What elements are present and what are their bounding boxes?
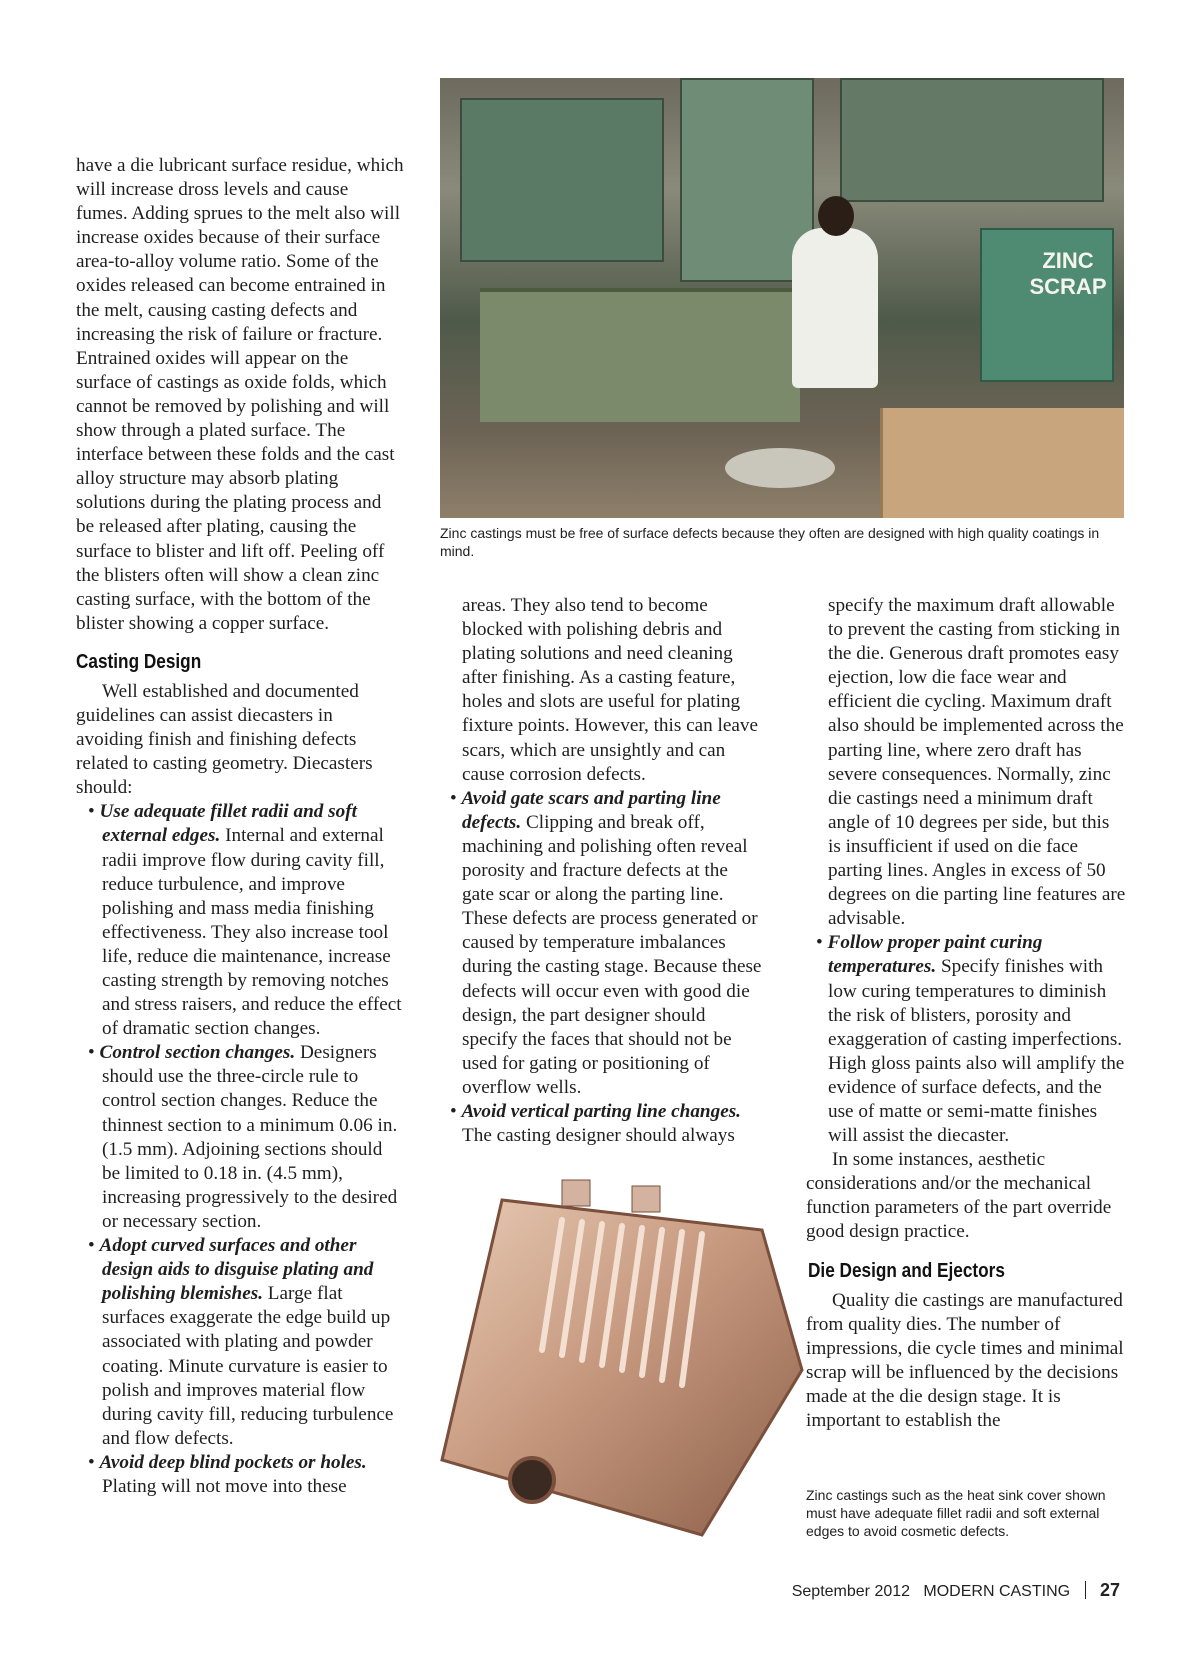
- machine-shape: [460, 98, 664, 262]
- page-footer: [792, 1580, 1120, 1601]
- cardboard-box: [880, 408, 1124, 518]
- paragraph: areas. They also tend to become blocked with polishing debris and plating solutions and need cleaning after finishing. As a casting feature, holes and slots are useful for plating fixture points. However, this can leave scars, which are unsightly and can cause corrosion defects.: [462, 595, 759, 785]
- paragraph: specify the maximum draft allowable to prevent the casting from sticking in the die. Generous draft promotes easy ejection, low die face wear and efficient die cycling. Maximum draft also should be implemented across the parting line, where zero draft has severe consequences. Normally, zinc die castings need a minimum draft angle of 10 degrees per side, but this is insufficient if used on die face parting lines. Angles in excess of 50 degrees on die parting line features are advisable.: [828, 595, 1126, 930]
- section-heading-casting-design: Casting Design: [76, 650, 202, 673]
- bullet-lead: Follow proper paint curing temperatures.: [827, 932, 1043, 978]
- column-3: [806, 594, 1126, 1433]
- stool: [725, 448, 835, 488]
- section-heading-die-design: Die Design and Ejectors: [808, 1259, 1005, 1282]
- bullet-text: Clipping and break off, machining and polishing often reveal porosity and fracture defects at the gate scar or along the parting line. These defects are process generated or caused by temperature imbalances during the casting stage. Because these defects will occur even with good die design, the part designer should specify the faces that should not be used for gating or positioning of overflow wells.: [462, 811, 762, 1098]
- magazine-name: MODERN CASTING: [923, 1583, 1071, 1600]
- bullet-lead: Adopt curved surfaces and other design aids to disguise plating and polishing blemishes.: [99, 1235, 374, 1305]
- page-number: 27: [1099, 1580, 1120, 1600]
- paragraph: have a die lubricant surface residue, which will increase dross levels and cause fumes. Adding sprues to the melt also will increase oxides because of their surface area-to-alloy volume ratio. Some of the oxides released can become entrained in the melt, causing casting defects and increasing the risk of failure or fracture. Entrained oxides will appear on the surface of castings as oxide folds, which cannot be removed by polishing and will show through a plated surface. The interface between these folds and the cast alloy structure may absorb plating solutions during the plating process and be released after plating, causing the surface to blister and lift off. Peeling off the blisters often will show a clean zinc casting surface, with the bottom of the blister showing a copper surface.: [76, 155, 404, 634]
- bullet-text: Internal and external radii improve flow during cavity fill, reduce turbulence, and improve polishing and mass media finishing effectiveness. They also increase tool life, reduce die maintenance, increase casting strength by removing notches and stress raisers, and reduce the effect of dramatic section changes.: [102, 825, 402, 1040]
- factory-photo: [440, 78, 1124, 518]
- bullet-lead: Avoid vertical parting line changes.: [461, 1100, 741, 1122]
- bullet-lead: Avoid gate scars and parting line defects.: [461, 787, 721, 833]
- machine-shape: [840, 78, 1104, 202]
- bullet-item: • Avoid vertical parting line changes. The casting designer should always: [450, 1100, 741, 1147]
- bullet-item: • Control section changes. Designers should use the three-circle rule to control section changes. Reduce the thinnest section to a minimum 0.06 in. (1.5 mm). Adjoining sections should be limited to 0.18 in. (4.5 mm), increasing progressively to the desired or necessary section.: [88, 1042, 398, 1232]
- bullet-item: • Avoid deep blind pockets or holes. Plating will not move into these: [88, 1451, 367, 1497]
- bullet-text: Large flat surfaces exaggerate the edge build up associated with plating and powder coating. Minute curvature is easier to polish and improves material flow during cavity fill, reducing turbulence and flow defects.: [102, 1283, 394, 1449]
- footer-divider: [1085, 1581, 1086, 1599]
- bullet-item: • Adopt curved surfaces and other design aids to disguise plating and polishing blemishes. Large flat surfaces exaggerate the edge build up associated with plating and powder coating. Minute curvature is easier to polish and improves material flow during cavity fill, reducing turbulence and flow defects.: [88, 1235, 394, 1449]
- issue-date: September 2012: [791, 1583, 911, 1600]
- bullet-lead: Control section changes.: [99, 1042, 296, 1064]
- worker-figure: [792, 228, 878, 388]
- heat-sink-cover-photo: [432, 1160, 812, 1540]
- bullet-text: Specify finishes with low curing temperatures to diminish the risk of blisters, porosity and exaggeration of casting imperfections. High gloss paints also will amplify the evidence of surface defects, and the use of matte or semi-matte finishes will assist the diecaster.: [828, 956, 1125, 1147]
- photo-caption: Zinc castings such as the heat sink cover shown must have adequate fillet radii and soft external edges to avoid cosmetic defects.: [806, 1487, 1106, 1539]
- work-table: [480, 288, 800, 422]
- paragraph: In some instances, aesthetic considerations and/or the mechanical function parameters of the part override good design practice.: [806, 1149, 1112, 1243]
- paragraph: Quality die castings are manufactured from quality dies. The number of impressions, die cycle times and minimal scrap will be influenced by the decisions made at the die design stage. It is important to establish the: [806, 1289, 1124, 1431]
- bullet-text: Designers should use the three-circle rule to control section changes. Reduce the thinnest section to a minimum 0.06 in. (1.5 mm). Adjoining sections should be limited to 0.18 in. (4.5 mm), increasing progressively to the desired or necessary section.: [102, 1042, 398, 1232]
- bullet-text: The casting designer should always: [462, 1125, 735, 1147]
- bullet-lead: Avoid deep blind pockets or holes.: [99, 1451, 367, 1473]
- column-2: [450, 594, 762, 1148]
- zinc-scrap-bin: [980, 228, 1114, 382]
- bullet-item: • Follow proper paint curing temperatures. Specify finishes with low curing temperatures to diminish the risk of blisters, porosity and exaggeration of casting imperfections. High gloss paints also will amplify the evidence of surface defects, and the use of matte or semi-matte finishes will assist the diecaster.: [816, 932, 1125, 1147]
- photo-caption: Zinc castings must be free of surface defects because they often are designed with high quality coatings in mind.: [440, 525, 1100, 559]
- column-1: [76, 154, 404, 1499]
- bullet-item: • Avoid gate scars and parting line defects. Clipping and break off, machining and polishing often reveal porosity and fracture defects at the gate scar or along the parting line. These defects are process generated or caused by temperature imbalances during the casting stage. Because these defects will occur even with good die design, the part designer should specify the faces that should not be used for gating or positioning of overflow wells.: [450, 787, 762, 1098]
- bullet-text: Plating will not move into these: [102, 1475, 347, 1497]
- worker-head: [818, 196, 854, 236]
- sign-text: ZINC SCRAP: [1029, 248, 1107, 299]
- bullet-lead: Use adequate fillet radii and soft external edges.: [99, 801, 357, 847]
- bullet-item: • Use adequate fillet radii and soft external edges. Internal and external radii improve flow during cavity fill, reduce turbulence, and improve polishing and mass media finishing effectiveness. They also increase tool life, reduce die maintenance, increase casting strength by removing notches and stress raisers, and reduce the effect of dramatic section changes.: [88, 801, 402, 1040]
- paragraph: Well established and documented guidelines can assist diecasters in avoiding finish and finishing defects related to casting geometry. Diecasters should:: [76, 680, 373, 799]
